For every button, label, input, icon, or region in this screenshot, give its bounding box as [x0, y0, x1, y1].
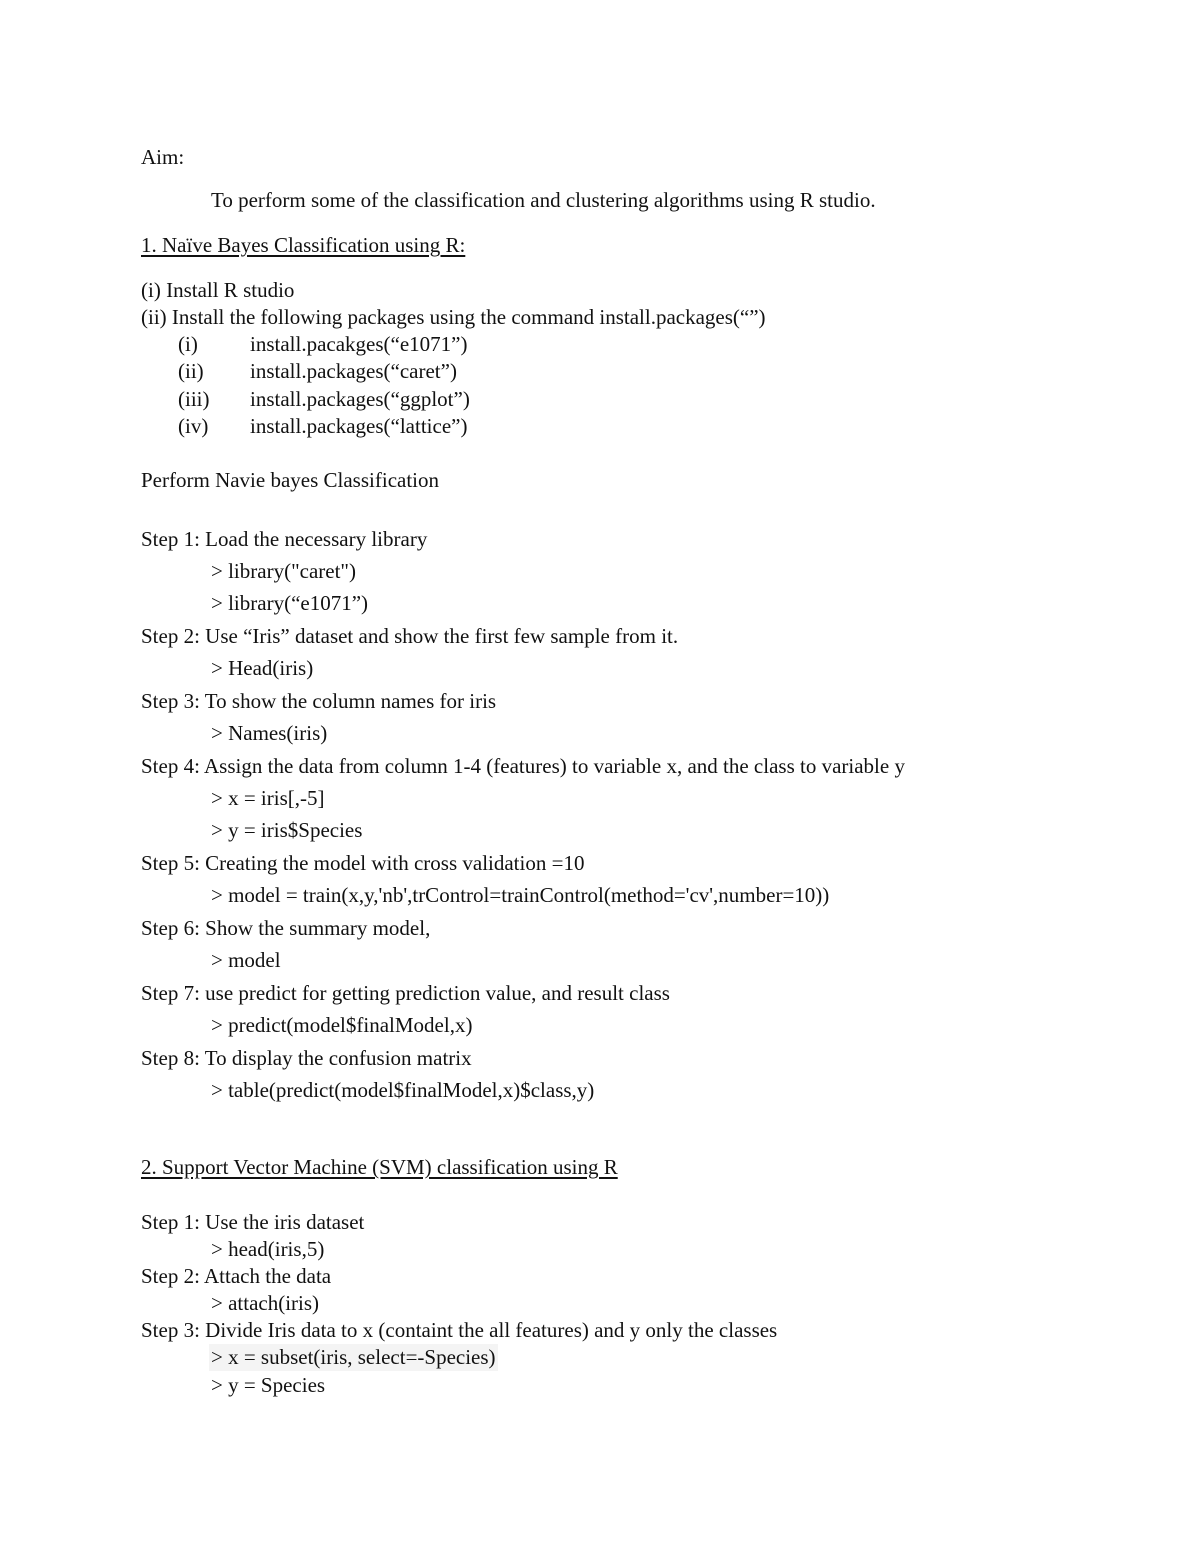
- package-num: (iii): [178, 387, 210, 411]
- step-command: > y = Species: [211, 1373, 326, 1397]
- step-label: Step 2: Attach the data: [141, 1264, 332, 1288]
- package-num: (ii): [178, 359, 204, 383]
- install-r-text: (i) Install R studio: [141, 278, 295, 302]
- step-command: > model = train(x,y,'nb',trControl=trainControl(method='cv',number=10)): [211, 883, 830, 907]
- package-cmd: install.packages(“caret”): [250, 359, 457, 383]
- step-command: > x = iris[,-5]: [211, 786, 325, 810]
- step-label: Step 6: Show the summary model,: [141, 916, 431, 940]
- step-command: > library(“e1071”): [211, 591, 369, 615]
- aim-text: To perform some of the classification and clustering algorithms using R studio.: [211, 188, 876, 212]
- step-label: Step 7: use predict for getting prediction value, and result class: [141, 981, 670, 1005]
- step-command: > head(iris,5): [211, 1237, 325, 1261]
- step-command: > x = subset(iris, select=-Species): [211, 1345, 496, 1369]
- package-cmd: install.pacakges(“e1071”): [250, 332, 468, 356]
- package-cmd: install.packages(“lattice”): [250, 414, 468, 438]
- install-packages-text: (ii) Install the following packages using the command install.packages(“”): [141, 305, 766, 329]
- step-command: > table(predict(model$finalModel,x)$class,y): [211, 1078, 595, 1102]
- step-command: > Head(iris): [211, 656, 314, 680]
- aim-heading: Aim:: [141, 145, 185, 169]
- step-command: > attach(iris): [211, 1291, 320, 1315]
- step-label: Step 3: Divide Iris data to x (containt the all features) and y only the classes: [141, 1318, 778, 1342]
- step-label: Step 5: Creating the model with cross validation =10: [141, 851, 585, 875]
- package-cmd: install.packages(“ggplot”): [250, 387, 470, 411]
- section1-heading: 1. Naïve Bayes Classification using R:: [141, 233, 466, 257]
- step-label: Step 1: Load the necessary library: [141, 527, 428, 551]
- package-num: (iv): [178, 414, 209, 438]
- step-label: Step 4: Assign the data from column 1-4 (features) to variable x, and the class to variable y: [141, 754, 905, 778]
- step-command: > y = iris$Species: [211, 818, 363, 842]
- step-command: > predict(model$finalModel,x): [211, 1013, 473, 1037]
- perform-heading: Perform Navie bayes Classification: [141, 468, 439, 492]
- step-label: Step 2: Use “Iris” dataset and show the first few sample from it.: [141, 624, 679, 648]
- step-label: Step 3: To show the column names for iris: [141, 689, 497, 713]
- section2-heading: 2. Support Vector Machine (SVM) classification using R: [141, 1155, 618, 1179]
- step-command: > model: [211, 948, 281, 972]
- step-command: > library("caret"): [211, 559, 356, 583]
- package-num: (i): [178, 332, 198, 356]
- step-label: Step 1: Use the iris dataset: [141, 1210, 365, 1234]
- step-command: > Names(iris): [211, 721, 328, 745]
- step-label: Step 8: To display the confusion matrix: [141, 1046, 472, 1070]
